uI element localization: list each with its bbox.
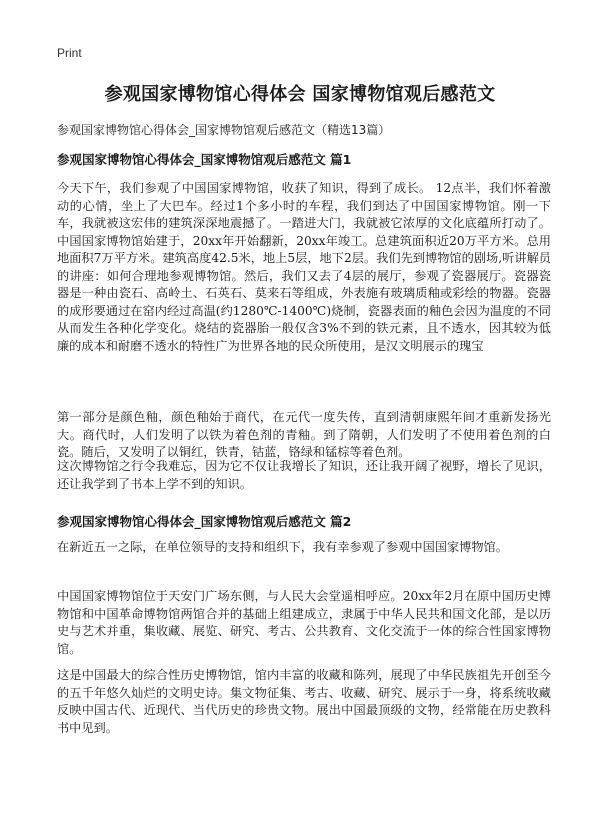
page-title: 参观国家博物馆心得体会 国家博物馆观后感范文 [104,84,496,105]
paragraph: 第一部分是颜色釉，颜色釉始于商代，在元代一度失传，直到清朝康熙年间才重新发扬光大。商代时，人们发明了以铁为着色剂的青釉。到了隋朝，人们发明了不使用着色剂的白瓷。随后，又发明了以铜红，铁青，钴蓝，铬绿和锰棕等着色剂。 [57,410,551,459]
section-heading-2: 参观国家博物馆心得体会_国家博物馆观后感范文 篇2 [57,514,352,529]
paragraph: 这次博物馆之行令我难忘，因为它不仅让我增长了知识，还让我开阔了视野，增长了见识，还让我学到了书本上学不到的知识。 [57,459,551,491]
paragraph: 今天下午，我们参观了中国国家博物馆，收获了知识，得到了成长。 12点半，我们怀着激动的心情，坐上了大巴车。经过1个多小时的车程，我们到达了中国国家博物馆。刚一下车，我就被这宏伟的建筑深深地震撼了。一踏进大门，我就被它浓厚的文化底蕴所打动了。 中国国家博物馆始建于，20xx年开始翻新，20xx年竣工。总建筑面积近20万平方米。总用地面积7万平方米。建筑高度42.5米，地上5层，地下2层。我们先到博物馆的剧场,听讲解员的讲座：如何合理地参观博物馆。然后，我们又去了4层的展厅，参观了瓷器展厅。瓷器瓷器是一种由瓷石、高岭土、石英石、莫来石等组成，外表施有玻璃质釉或彩绘的物器。瓷器的成形要通过在窑内经过高温(约1280℃-1400℃)烧制，瓷器表面的釉色会因为温度的不同从而发生各种化学变化。烧结的瓷器胎一般仅含3%不到的铁元素，且不透水，因其较为低廉的成本和耐磨不透水的特性广为世界各地的民众所使用，是汉文明展示的瑰宝 [57,181,551,353]
page-subtitle: 参观国家博物馆心得体会_国家博物馆观后感范文（精选13篇） [57,123,391,137]
paragraph: 中国国家博物馆位于天安门广场东侧，与人民大会堂遥相呼应。20xx年2月在原中国历史博物馆和中国革命博物馆两馆合并的基础上组建成立，隶属于中华人民共和国文化部，是以历史与艺术并重，集收藏、展览、研究、考古、公共教育、文化交流于一体的综合性国家博物馆。 [57,589,551,656]
print-link[interactable]: Print [57,46,82,60]
section-heading-1: 参观国家博物馆心得体会_国家博物馆观后感范文 篇1 [57,152,352,167]
paragraph: 在新近五一之际，在单位领导的支持和组织下，我有幸参观了参观中国国家博物馆。 [57,540,508,554]
paragraph: 这是中国最大的综合性历史博物馆，馆内丰富的收藏和陈列，展现了中华民族祖先开创至今的五千年悠久灿烂的文明史诗。集文物征集、考古、收藏、研究、展示于一身，将系统收藏反映中国古代、近现代、当代历史的珍贵文物。展出中国最顶级的文物，经常能在历史教科书中见到。 [57,668,551,735]
